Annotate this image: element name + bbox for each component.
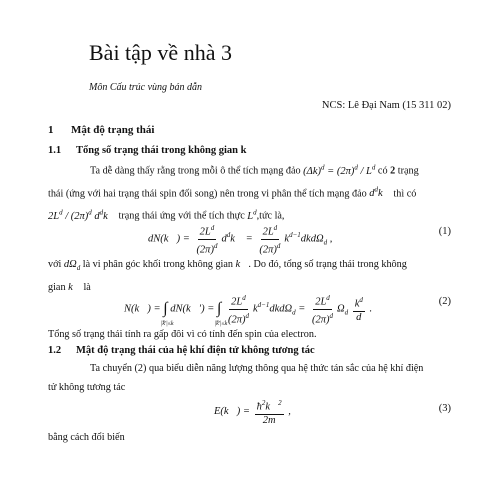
equation-number-2: (2) [438, 296, 451, 307]
author-line: NCS: Lê Đại Nam (15 311 02) [321, 100, 451, 111]
equation-2: N(k⃗) = ∫ |k⃗′|≤k dN(k⃗′) = ∫ |k⃗′|≤k $\frac{2L^d}{(2\pi)^d}$ $k^{d-1}dkd\Omega_d$ = $\frac{2L^d}{(2\pi)^d}$ $\Omega_d$ $\frac{k^d}{d}$ . [124, 294, 373, 327]
paragraph-line: Ta dễ dàng thấy rằng trong mỗi ô thể tích mạng đảo $(\Delta k)^d = (2\pi)^d / L^d$ có 2 trạng [90, 163, 419, 177]
equation-3: E(k⃗) = $\frac{ħ^2k^2}{2m}$ , [214, 399, 291, 426]
page-title: Bài tập về nhà 3 [89, 40, 232, 65]
section-heading-1 [48, 124, 154, 136]
paragraph-line: gian k là [48, 282, 91, 294]
section-title: Mật độ trạng thái [71, 124, 155, 136]
equation-1: dN(k⃗) = $\frac{2L^d}{(2\pi)^d}$ $d^dk⃗$ = $\frac{2L^d}{(2\pi)^d}$ $k^{d-1}dkd\Omega_d$ , [148, 224, 333, 255]
paragraph-line: Ta chuyển (2) qua biểu diễn năng lượng thông qua hệ thức tán sắc của hệ khí điện [90, 363, 424, 374]
subsection-number: 1.1 [48, 145, 62, 156]
subsection-number: 1.2 [48, 345, 62, 356]
paragraph-line: $2L^d / (2\pi)^d$ $d^dk$ trạng thái ứng với thể tích thực $L^d,tức$ là, [48, 208, 285, 222]
paragraph-line: thái (ứng với hai trạng thái spin đối song) nên trong vi phân thể tích mạng đảo $d^dk$ thì có [48, 185, 417, 199]
paragraph-1 [48, 158, 419, 226]
paragraph-line: với $d\Omega_d$ là vi phân góc khối trong không gian k. Do đó, tổng số trạng thái trong không [48, 259, 407, 273]
section-number: 1 [48, 124, 54, 136]
paragraph-4 [48, 359, 423, 397]
paragraph-2 [48, 255, 407, 297]
subsection-title: Tổng số trạng thái trong không gian k [76, 145, 247, 156]
subtitle: Môn Cấu trúc vùng bán dẫn [89, 82, 203, 93]
subsection-heading-1-1 [48, 145, 246, 156]
subsection-heading-1-2 [48, 345, 315, 356]
paragraph-line: tử không tương tác [48, 382, 126, 393]
equation-number-1: (1) [438, 226, 451, 237]
equation-number-3: (3) [438, 403, 451, 414]
paragraph-5: bằng cách đổi biến [48, 432, 125, 443]
paragraph-3: Tổng số trạng thái tính ra gấp đôi vì có tính đến spin của electron. [48, 329, 317, 340]
subsection-title: Mật độ trạng thái của hệ khí điện tử không tương tác [76, 345, 315, 356]
